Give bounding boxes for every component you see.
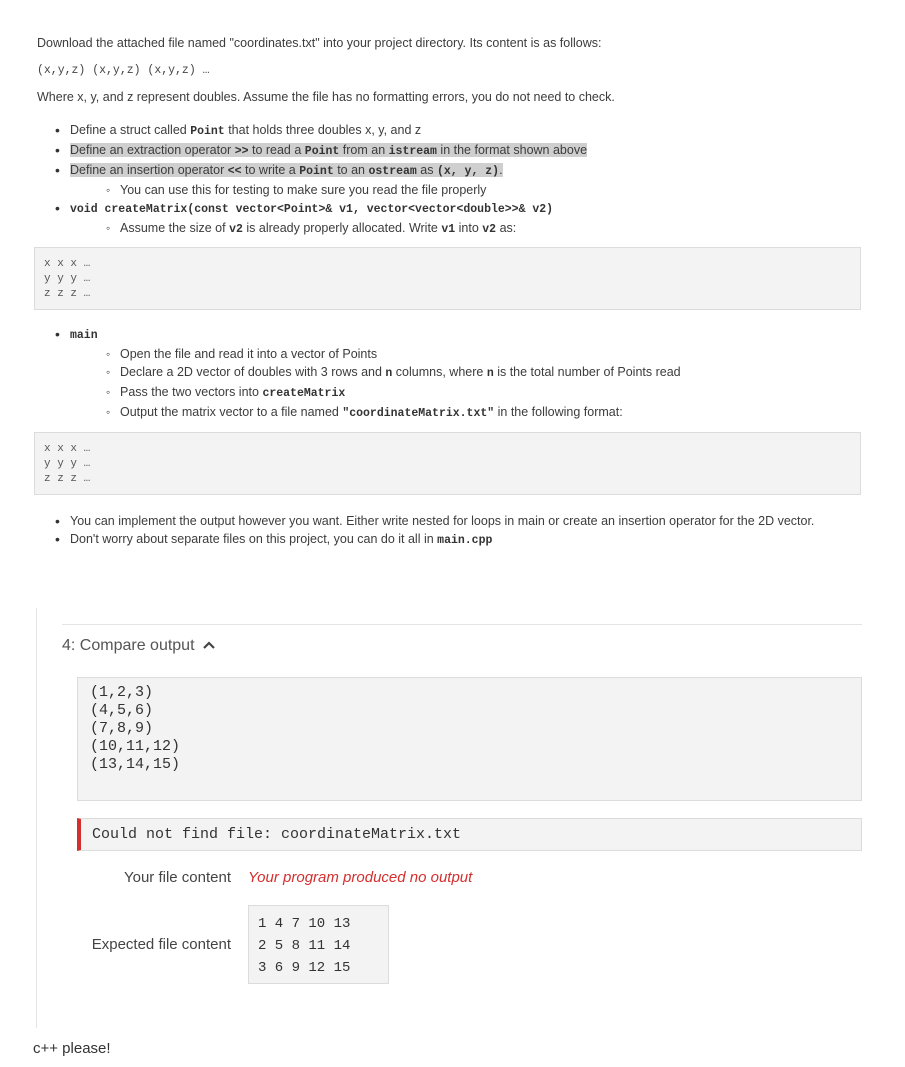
output-line: (13,14,15) (90, 756, 181, 773)
output-line: (7,8,9) (90, 720, 154, 737)
code-line: z z z … (44, 473, 91, 485)
list-item: • Don't worry about separate files on this project, you can do it all in main.cpp (53, 530, 843, 550)
output-line: (10,11,12) (90, 738, 181, 755)
list-item: ◦ You can use this for testing to make sure you read the file properly (104, 181, 853, 199)
your-file-label: Your file content (123, 869, 231, 886)
main-list (53, 325, 853, 423)
intro-text: Download the attached file named "coordinates.txt" into your project directory. Its content is as follows: (37, 36, 602, 50)
output-line: (1,2,3) (90, 684, 154, 701)
expected-file-content (248, 905, 389, 984)
code-line: z z z … (44, 288, 91, 300)
code-line: y y y … (44, 458, 91, 470)
code-line: x x x … (44, 258, 91, 270)
format-example: (x,y,z) (x,y,z) (x,y,z) … (37, 64, 210, 77)
list-item: ◦ Declare a 2D vector of doubles with 3 rows and n columns, where n is the total number of Points read (104, 363, 853, 383)
panel-border (36, 608, 37, 1028)
expected-line: 3 6 9 12 15 (258, 960, 351, 976)
notes-list (53, 512, 843, 550)
program-output (77, 677, 862, 801)
test-title: 4: Compare output (62, 637, 195, 654)
list-item: ◦ Output the matrix vector to a file named "coordinateMatrix.txt" in the following format: (104, 403, 853, 423)
code-line: y y y … (44, 273, 91, 285)
expected-file-label: Expected file content (91, 936, 231, 953)
expected-line: 1 4 7 10 13 (258, 916, 351, 932)
expected-line: 2 5 8 11 14 (258, 938, 351, 954)
list-item: • You can implement the output however you want. Either write nested for loops in main or create an insertion operator for the 2D vector. (53, 512, 843, 530)
list-item: • void createMatrix(const vector<Point>& v1, vector<vector<double>>& v2) ◦ Assume the size of v2 is already properly allocated. Write v1 into v2 as: (53, 199, 853, 239)
output-format-block (34, 432, 861, 495)
compare-output-toggle[interactable] (62, 637, 215, 655)
code-line: x x x … (44, 443, 91, 455)
panel-divider (62, 624, 862, 625)
matrix-format-block (34, 247, 861, 310)
requirements-list (53, 121, 853, 239)
intro-text-2: Where x, y, and z represent doubles. Assume the file has no formatting errors, you do not need to check. (37, 90, 615, 104)
list-item: • Define an insertion operator << to write a Point to an ostream as (x, y, z). ◦ You can use this for testing to make sure you read the file properly (53, 161, 853, 199)
your-file-value: Your program produced no output (248, 869, 473, 886)
chevron-up-icon (203, 640, 215, 650)
footer-note: c++ please! (33, 1040, 111, 1057)
list-item: ◦ Assume the size of v2 is already properly allocated. Write v1 into v2 as: (104, 219, 853, 239)
list-item: • Define an extraction operator >> to read a Point from an istream in the format shown above (53, 141, 853, 161)
list-item: • Define a struct called Point that holds three doubles x, y, and z (53, 121, 853, 141)
list-item: • main ◦ Open the file and read it into a vector of Points ◦ Declare a 2D vector of doubles with 3 rows and n columns, where n is the total number of Points read ◦ Pass the two vectors into createMatrix ◦ Output the matrix vector to a file named "coordinateMatrix.txt" in the following format: (53, 325, 853, 423)
list-item: ◦ Pass the two vectors into createMatrix (104, 383, 853, 403)
list-item: ◦ Open the file and read it into a vector of Points (104, 345, 853, 363)
output-line: (4,5,6) (90, 702, 154, 719)
error-message: Could not find file: coordinateMatrix.txt (77, 818, 862, 851)
